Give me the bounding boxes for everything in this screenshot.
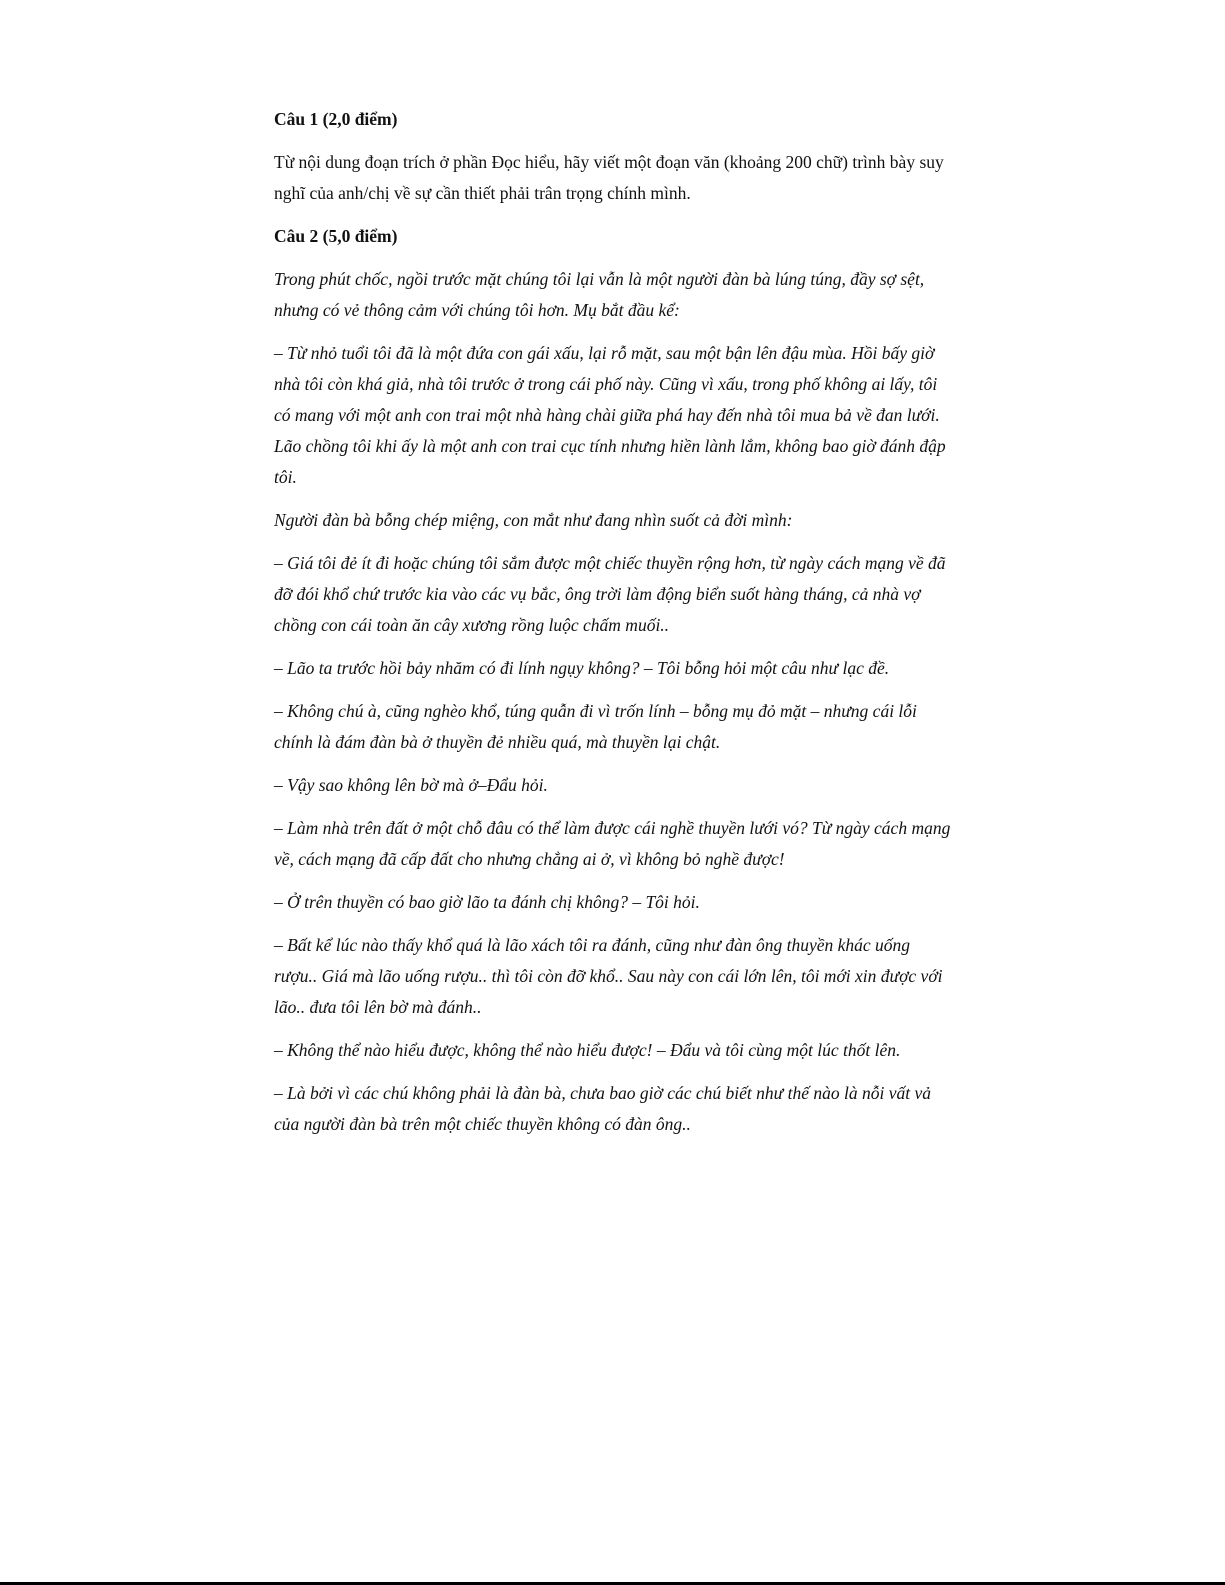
excerpt-paragraph-8: – Làm nhà trên đất ở một chỗ đâu có thể làm được cái nghề thuyền lưới vó? Từ ngày cách mạng về, cách mạng đã cấp đất cho nhưng chẳng ai ở, vì không bỏ nghề được!	[274, 818, 951, 869]
excerpt-paragraph-10: – Bất kể lúc nào thấy khổ quá là lão xách tôi ra đánh, cũng như đàn ông thuyền khác uống rượu.. Giá mà lão uống rượu.. thì tôi còn đỡ khổ.. Sau này con cái lớn lên, tôi mới xin được với lão.. đưa tôi lên bờ mà đánh..	[274, 935, 943, 1017]
document-page	[274, 104, 954, 1152]
excerpt-paragraph-5: – Lão ta trước hồi bảy nhăm có đi lính ngụy không? – Tôi bỗng hỏi một câu như lạc đề.	[274, 658, 890, 678]
question-1-prompt: Từ nội dung đoạn trích ở phần Đọc hiểu, hãy viết một đoạn văn (khoảng 200 chữ) trình bày suy nghĩ của anh/chị về sự cần thiết phải trân trọng chính mình.	[274, 152, 944, 203]
excerpt-paragraph-3: Người đàn bà bỗng chép miệng, con mắt như đang nhìn suốt cả đời mình:	[274, 510, 793, 530]
excerpt-paragraph-4: – Giá tôi đẻ ít đi hoặc chúng tôi sắm được một chiếc thuyền rộng hơn, từ ngày cách mạng về đã đỡ đói khổ chứ trước kia vào các vụ bắc, ông trời làm động biển suốt hàng tháng, cả nhà vợ chồng con cái toàn ăn cây xương rồng luộc chấm muối..	[274, 553, 946, 635]
excerpt-paragraph-11: – Không thể nào hiểu được, không thể nào hiểu được! – Đẩu và tôi cùng một lúc thốt lên.	[274, 1040, 901, 1060]
excerpt-paragraph-7: – Vậy sao không lên bờ mà ở–Đẩu hỏi.	[274, 775, 548, 795]
excerpt-paragraph-6: – Không chú à, cũng nghèo khổ, túng quẫn đi vì trốn lính – bỗng mụ đỏ mặt – nhưng cái lỗi chính là đám đàn bà ở thuyền đẻ nhiều quá, mà thuyền lại chật.	[274, 701, 917, 752]
question-2-heading: Câu 2 (5,0 điểm)	[274, 226, 398, 246]
excerpt-paragraph-2: – Từ nhỏ tuổi tôi đã là một đứa con gái xấu, lại rỗ mặt, sau một bận lên đậu mùa. Hồi bấy giờ nhà tôi còn khá giả, nhà tôi trước ở trong cái phố này. Cũng vì xấu, trong phố không ai lấy, tôi có mang với một anh con trai một nhà hàng chài giữa phá hay đến nhà tôi mua bả về đan lưới. Lão chồng tôi khi ấy là một anh con trai cục tính nhưng hiền lành lắm, không bao giờ đánh đập tôi.	[274, 343, 946, 487]
excerpt-paragraph-9: – Ở trên thuyền có bao giờ lão ta đánh chị không? – Tôi hỏi.	[274, 892, 700, 912]
excerpt-paragraph-1: Trong phút chốc, ngồi trước mặt chúng tôi lại vẫn là một người đàn bà lúng túng, đầy sợ sệt, nhưng có vẻ thông cảm với chúng tôi hơn. Mụ bắt đầu kể:	[274, 269, 925, 320]
question-1-heading: Câu 1 (2,0 điểm)	[274, 109, 398, 129]
excerpt-paragraph-12: – Là bởi vì các chú không phải là đàn bà, chưa bao giờ các chú biết như thế nào là nỗi vất vả của người đàn bà trên một chiếc thuyền không có đàn ông..	[274, 1083, 931, 1134]
